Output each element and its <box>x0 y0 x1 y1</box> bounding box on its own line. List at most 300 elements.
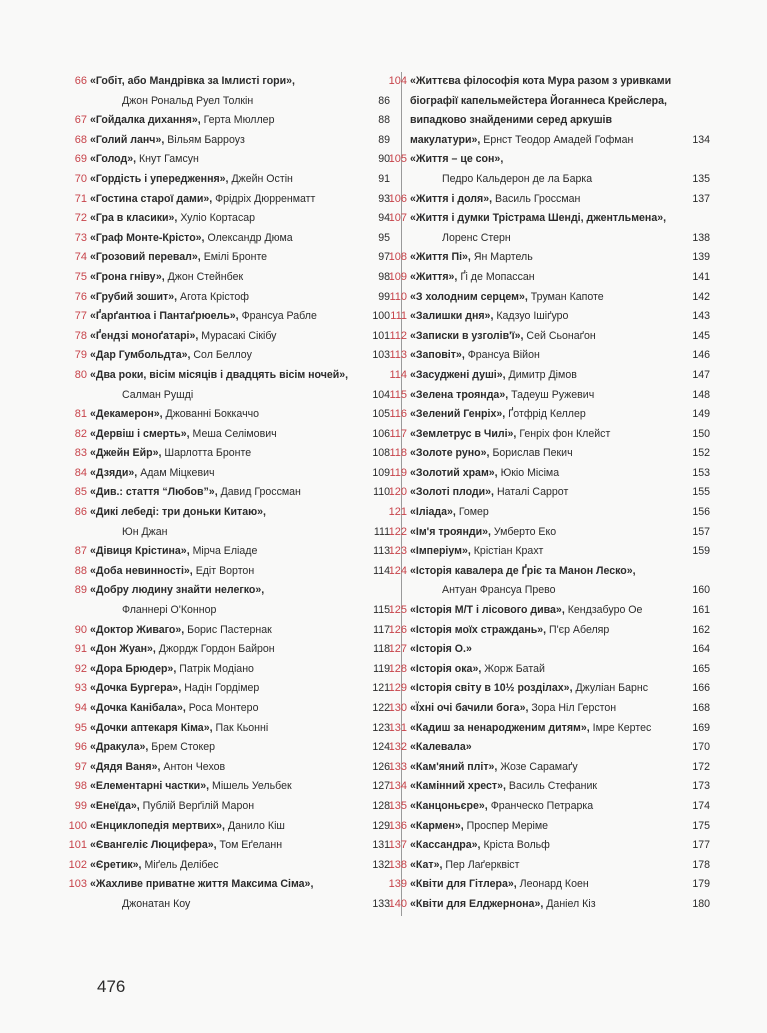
entry-author: Проспер Меріме <box>466 819 549 832</box>
entry-number: 116 <box>389 408 407 421</box>
entry-author: Мурасакі Сікібу <box>201 329 277 342</box>
toc-entry <box>388 875 710 895</box>
entry-number: 117 <box>389 427 407 440</box>
entry-author: Даніел Кіз <box>546 897 596 910</box>
entry-author: Джон Стейнбек <box>167 270 244 283</box>
entry-title: «Золотий храм», <box>410 466 498 479</box>
entry-number: 78 <box>74 329 87 342</box>
toc-entry <box>388 758 710 778</box>
toc-entry <box>389 425 710 445</box>
entry-title: «Див.: стаття “Любов”», <box>90 486 218 499</box>
entry-title-line <box>90 268 390 288</box>
entry-author: Емілі Бронте <box>203 251 268 264</box>
entry-author: Джонатан Коу <box>122 897 191 910</box>
page-number: 476 <box>97 977 126 996</box>
toc-entry <box>388 719 710 739</box>
entry-page: 174 <box>692 799 710 812</box>
toc-entry <box>388 248 710 268</box>
entry-title: «Дівиця Крістина», <box>90 545 190 558</box>
entry-title: «Їхні очі бачили бога», <box>410 702 529 714</box>
entry-title: «Життєва філософія кота Мура разом з уривками <box>410 75 672 87</box>
entry-author: Фрідріх Дюрренматт <box>215 192 316 205</box>
entry-title: біографії капельмейстера Йоганнеса Крейслера, <box>410 94 667 107</box>
entry-title-line <box>410 464 710 484</box>
toc-entry <box>68 817 390 837</box>
entry-page: 165 <box>692 662 710 675</box>
entry-title-line <box>410 895 710 915</box>
entry-author: Жозе Сарамаґу <box>500 760 578 773</box>
entry-title-line <box>410 346 710 366</box>
entry-number: 87 <box>74 545 87 558</box>
toc-entry <box>74 307 390 327</box>
entry-title-line <box>90 248 390 268</box>
entry-page: 98 <box>378 270 390 283</box>
entry-page: 103 <box>372 349 390 362</box>
entry-author: Пак Кьонні <box>215 721 269 734</box>
entry-title: «Канцоньєре», <box>410 799 488 812</box>
entry-title: «Кармен», <box>410 819 464 832</box>
toc-entry <box>74 327 390 347</box>
entry-number: 101 <box>68 839 87 852</box>
toc-entry <box>74 268 390 288</box>
entry-number: 123 <box>388 545 407 558</box>
toc-entry <box>388 856 710 876</box>
entry-title: «Зелений Генріх», <box>410 408 506 421</box>
entry-title-line <box>410 738 710 758</box>
toc-entry <box>74 738 390 758</box>
entry-author: Шарлотта Бронте <box>164 447 252 460</box>
entry-title-line <box>410 542 710 562</box>
toc-entry <box>74 229 390 249</box>
entry-page: 119 <box>373 662 390 675</box>
entry-number: 100 <box>68 819 87 832</box>
toc-entry <box>74 366 390 405</box>
entry-title-line <box>90 875 390 895</box>
entry-author: Патрік Модіано <box>179 662 254 675</box>
entry-title: «Кадиш за ненародженим дитям», <box>410 721 590 734</box>
entry-title-line <box>410 72 710 92</box>
entry-number: 103 <box>68 878 87 891</box>
entry-title: «Елементарні частки», <box>90 780 210 793</box>
entry-author: П'єр Абеляр <box>549 623 610 636</box>
entry-page: 180 <box>692 897 710 910</box>
entry-title: «Зелена троянда», <box>410 388 509 401</box>
entry-title-line <box>90 229 390 249</box>
entry-number: 72 <box>74 212 87 225</box>
entry-page: 142 <box>692 290 710 303</box>
entry-author: Публій Верґілій Марон <box>142 799 255 812</box>
entry-page: 145 <box>692 329 710 342</box>
entry-title: «Життя Пі», <box>410 251 471 264</box>
toc-entry <box>74 464 390 484</box>
entry-title: «Історія ока», <box>410 662 482 675</box>
entry-number: 89 <box>74 584 87 597</box>
entry-title: випадково знайденими серед аркушів <box>410 114 613 127</box>
entry-number: 136 <box>388 819 407 832</box>
entry-number: 96 <box>74 741 87 754</box>
entry-page: 138 <box>692 231 710 244</box>
entry-number: 80 <box>74 368 87 381</box>
toc-entry <box>74 699 390 719</box>
entry-page: 95 <box>378 231 390 244</box>
entry-author: Ян Мартель <box>473 251 533 264</box>
entry-page: 124 <box>372 741 390 754</box>
entry-number: 70 <box>74 172 87 185</box>
entry-title: «Історія кавалера де Ґріє та Манон Леско», <box>410 564 636 577</box>
entry-author: Ернст Теодор Амадей Гофман <box>483 133 634 146</box>
entry-title: «Життя – це сон», <box>410 153 504 166</box>
entry-title: «Євангеліє Люцифера», <box>90 839 217 852</box>
entry-page: 149 <box>692 408 710 421</box>
toc-entry <box>390 307 710 327</box>
entry-author: Агота Крістоф <box>180 290 250 303</box>
entry-author: Крістіан Крахт <box>473 545 544 558</box>
entry-page: 157 <box>692 525 710 538</box>
entry-page: 128 <box>372 799 390 812</box>
toc-column-left <box>68 72 390 915</box>
toc-entry <box>388 817 710 837</box>
entry-title-line <box>410 758 710 778</box>
toc-entry <box>74 758 390 778</box>
entry-title-line <box>90 640 390 660</box>
entry-title-line <box>90 170 390 190</box>
entry-number: 139 <box>388 878 407 891</box>
entry-title: «Ім'я троянди», <box>410 525 491 538</box>
entry-title: «Записки в узголів'ї», <box>410 329 524 342</box>
entry-author: Салман Рушді <box>122 388 194 401</box>
toc-entry <box>388 738 710 758</box>
entry-author: Олександр Дюма <box>207 231 293 244</box>
toc-entry <box>388 660 710 680</box>
entry-title: «Життя і думки Трістрама Шенді, джентльмена», <box>410 212 667 225</box>
entry-title-line <box>90 856 390 876</box>
toc-entry <box>74 444 390 464</box>
entry-number: 79 <box>74 349 87 362</box>
entry-page: 105 <box>372 408 390 421</box>
entry-title-line <box>410 562 710 582</box>
toc-entry <box>74 170 390 190</box>
entry-number: 126 <box>388 623 407 636</box>
entry-author: Франческо Петрарка <box>490 799 594 812</box>
entry-title: «Грона гніву», <box>90 270 165 283</box>
entry-number: 125 <box>388 604 407 617</box>
entry-page: 155 <box>692 486 710 499</box>
entry-page: 126 <box>372 760 390 773</box>
entry-title: «Землетрус в Чилі», <box>410 427 517 440</box>
entry-title-line <box>90 288 390 308</box>
entry-title: «Кассандра», <box>410 839 481 852</box>
entry-title-line <box>410 405 710 425</box>
entry-page: 117 <box>373 623 390 636</box>
entry-title: «Доктор Живаго», <box>90 623 185 636</box>
toc-entry <box>388 483 710 503</box>
entry-page: 177 <box>692 839 710 852</box>
entry-author: Ґотфрід Келлер <box>508 408 586 421</box>
entry-number: 95 <box>74 721 87 734</box>
entry-title: «Дар Гумбольдта», <box>90 349 191 362</box>
entry-author: Данило Кіш <box>227 819 285 832</box>
entry-title: «Заповіт», <box>410 349 465 362</box>
entry-title: «Історія О.» <box>410 643 472 656</box>
entry-title-line <box>90 366 390 386</box>
entry-number: 137 <box>388 839 407 852</box>
entry-number: 75 <box>74 270 87 283</box>
entry-number: 85 <box>74 486 87 499</box>
entry-page: 108 <box>372 447 390 460</box>
entry-title: «Калевала» <box>410 741 472 754</box>
entry-author: Лоренс Стерн <box>442 231 511 244</box>
entry-title: «Голод», <box>90 153 137 166</box>
entry-page: 113 <box>373 545 390 558</box>
entry-title: «Засуджені душі», <box>410 368 506 381</box>
entry-page: 143 <box>692 310 710 323</box>
entry-number: 71 <box>74 192 87 205</box>
entry-title: «Імперіум», <box>410 545 471 558</box>
entry-title: «Золоте руно», <box>410 447 490 460</box>
entry-title-line <box>410 209 710 229</box>
entry-author: Франсуа Рабле <box>241 310 317 323</box>
entry-page: 164 <box>692 643 710 656</box>
entry-author: Мірча Еліаде <box>192 545 258 558</box>
entry-title-line <box>410 327 710 347</box>
toc-entry <box>388 562 710 601</box>
entry-number: 108 <box>388 251 407 264</box>
entry-page: 153 <box>692 466 710 479</box>
entry-title-line <box>410 483 710 503</box>
toc-entry <box>74 483 390 503</box>
entry-title: макулатури», <box>410 133 481 146</box>
entry-title-line <box>90 150 390 170</box>
entry-title-line <box>410 523 710 543</box>
entry-title: «Два роки, вісім місяців і двадцять вісім ночей», <box>90 368 349 381</box>
toc-entry <box>74 562 390 582</box>
entry-page: 127 <box>372 780 390 793</box>
toc-entry <box>389 444 710 464</box>
entry-author: Міґель Делібес <box>144 858 219 871</box>
entry-number: 97 <box>74 760 87 773</box>
entry-author: Брем Стокер <box>151 741 216 754</box>
toc-entry <box>388 209 710 248</box>
entry-title-line <box>90 111 390 131</box>
entry-title: «Джейн Ейр», <box>90 447 162 460</box>
entry-number: 107 <box>388 212 407 225</box>
entry-page: 139 <box>692 251 710 264</box>
entry-author: Едіт Вортон <box>195 564 255 577</box>
entry-title: «Історія світу в 10½ розділах», <box>410 682 573 695</box>
entry-author: Сол Беллоу <box>193 349 252 362</box>
entry-page: 89 <box>378 133 390 146</box>
entry-title: «Дочка Бургера», <box>90 682 182 695</box>
toc-entry <box>388 777 710 797</box>
toc-entry <box>388 542 710 562</box>
entry-title: «Гостина старої дами», <box>90 192 213 205</box>
entry-author: Антуан Франсуа Прево <box>442 584 556 597</box>
toc-entry <box>74 679 390 699</box>
entry-author: Тадеуш Ружевич <box>511 388 595 401</box>
toc-entry <box>388 679 710 699</box>
toc-entry <box>74 150 390 170</box>
entry-title: «Кам'яний пліт», <box>410 760 498 773</box>
entry-number: 131 <box>388 721 407 734</box>
entry-number: 130 <box>388 702 407 714</box>
entry-page: 91 <box>378 172 390 185</box>
entry-author: Кендзабуро Ое <box>567 604 643 617</box>
entry-title: «Іліада», <box>410 506 456 519</box>
toc-entry <box>74 72 390 111</box>
entry-author: Джуліан Барнс <box>575 682 649 695</box>
entry-title-line <box>90 72 390 92</box>
entry-page: 170 <box>692 741 710 754</box>
entry-page: 159 <box>692 545 710 558</box>
entry-page: 86 <box>378 94 390 107</box>
entry-number: 132 <box>388 741 407 754</box>
toc-entry <box>74 405 390 425</box>
entry-title-line <box>410 856 710 876</box>
entry-author: Ґі де Мопассан <box>460 270 535 283</box>
toc-entry <box>74 640 390 660</box>
entry-author: Джон Рональд Руел Толкін <box>122 94 254 107</box>
entry-title: «Дзяди», <box>90 466 138 479</box>
entry-author: Антон Чехов <box>163 760 226 773</box>
entry-page: 135 <box>692 172 710 185</box>
toc-entry <box>74 719 390 739</box>
entry-title: «Дочки аптекаря Кіма», <box>90 721 213 734</box>
entry-title-line <box>410 288 710 308</box>
toc-entry <box>389 346 710 366</box>
entry-title: «Дракула», <box>90 741 149 754</box>
entry-number: 81 <box>74 408 87 421</box>
entry-author: Вільям Барроуз <box>167 133 245 146</box>
entry-number: 140 <box>388 897 407 910</box>
entry-page: 179 <box>692 878 710 891</box>
entry-title: «Золоті плоди», <box>410 486 494 499</box>
toc-entry <box>74 797 390 817</box>
entry-title-line <box>410 660 710 680</box>
entry-page: 90 <box>378 153 390 166</box>
entry-title: «Граф Монте-Крісто», <box>90 231 205 244</box>
entry-title: «Дора Брюдер», <box>90 662 177 675</box>
entry-title-line <box>90 131 390 151</box>
entry-title-line <box>410 797 710 817</box>
entry-number: 83 <box>74 447 87 460</box>
entry-title-line <box>410 131 710 151</box>
entry-number: 120 <box>388 486 407 499</box>
entry-title: «Єретик», <box>90 858 142 871</box>
entry-title: «З холодним серцем», <box>410 290 528 303</box>
entry-number: 74 <box>74 251 87 264</box>
entry-title-line <box>90 346 390 366</box>
entry-author: Борис Пастернак <box>187 623 272 636</box>
entry-title: «Грозовий перевал», <box>90 251 201 264</box>
entry-number: 68 <box>74 133 87 146</box>
entry-title-line <box>410 111 710 131</box>
toc-entry <box>388 72 710 150</box>
entry-page: 132 <box>372 858 390 871</box>
toc-entry <box>74 425 390 445</box>
entry-page: 93 <box>378 192 390 205</box>
entry-author: Генріх фон Клейст <box>519 427 611 440</box>
entry-title-line <box>90 660 390 680</box>
entry-page: 115 <box>373 604 390 617</box>
entry-author: Адам Міцкевич <box>140 466 215 479</box>
entry-page: 111 <box>373 525 390 538</box>
toc-entry <box>74 346 390 366</box>
entry-page: 134 <box>692 133 710 146</box>
entry-author: Сей Сьонаґон <box>526 329 596 342</box>
entry-title: «Дочка Канібала», <box>90 702 186 714</box>
toc-entry <box>68 856 390 876</box>
entry-page: 121 <box>372 682 390 695</box>
toc-entry <box>74 542 390 562</box>
entry-page: 110 <box>373 486 390 499</box>
entry-page: 122 <box>372 702 390 714</box>
entry-number: 111 <box>390 310 407 323</box>
entry-title: «Доба невинності», <box>90 564 193 577</box>
toc-entry <box>74 111 390 131</box>
entry-number: 66 <box>74 75 87 87</box>
entry-number: 110 <box>389 290 407 303</box>
toc-entry <box>388 268 710 288</box>
entry-author: Василь Гроссман <box>495 192 581 205</box>
entry-title: «Жахливе приватне життя Максима Сіма», <box>90 878 314 891</box>
entry-title: «Енеїда», <box>90 799 140 812</box>
toc-entry <box>74 288 390 308</box>
entry-title: «Енциклопедія мертвих», <box>90 819 225 832</box>
entry-number: 121 <box>388 506 407 519</box>
entry-title-line <box>90 719 390 739</box>
entry-page: 88 <box>378 114 390 127</box>
entry-page: 129 <box>372 819 390 832</box>
entry-page: 150 <box>692 427 710 440</box>
toc-entry <box>74 581 390 620</box>
toc-entry <box>388 797 710 817</box>
entry-title: «Ґендзі моноґатарі», <box>90 329 199 342</box>
entry-title-line <box>90 817 390 837</box>
entry-title: «Життя і доля», <box>410 192 493 205</box>
entry-number: 94 <box>74 702 87 714</box>
toc-entry <box>388 190 710 210</box>
entry-number: 98 <box>74 780 87 793</box>
toc-entry <box>388 503 710 523</box>
entry-page: 178 <box>692 858 710 871</box>
toc-entry <box>388 640 710 660</box>
entry-author: Кнут Гамсун <box>139 153 199 166</box>
entry-number: 109 <box>388 270 407 283</box>
entry-number: 129 <box>388 682 407 695</box>
entry-title: «Залишки дня», <box>410 310 494 323</box>
entry-number: 90 <box>74 623 87 636</box>
entry-number: 76 <box>74 290 87 303</box>
entry-number: 112 <box>389 329 407 342</box>
entry-title-line <box>410 719 710 739</box>
entry-title: «Квіти для Гітлера», <box>410 878 517 891</box>
entry-title-line <box>410 777 710 797</box>
entry-author: Жорж Батай <box>484 662 545 675</box>
entry-title-line <box>410 307 710 327</box>
entry-title-line <box>90 307 390 327</box>
entry-title-line <box>90 581 390 601</box>
entry-author: Умберто Еко <box>493 525 557 538</box>
entry-author: Борислав Пекич <box>492 447 573 460</box>
toc-entry <box>389 288 710 308</box>
entry-number: 91 <box>74 643 87 656</box>
entry-author: Давид Гроссман <box>220 486 301 499</box>
entry-title: «Камінний хрест», <box>410 780 506 793</box>
entry-author: Том Еґеланн <box>219 839 283 852</box>
toc-entry <box>68 875 390 914</box>
entry-author: Імре Кертес <box>592 721 652 734</box>
entry-number: 82 <box>74 427 87 440</box>
